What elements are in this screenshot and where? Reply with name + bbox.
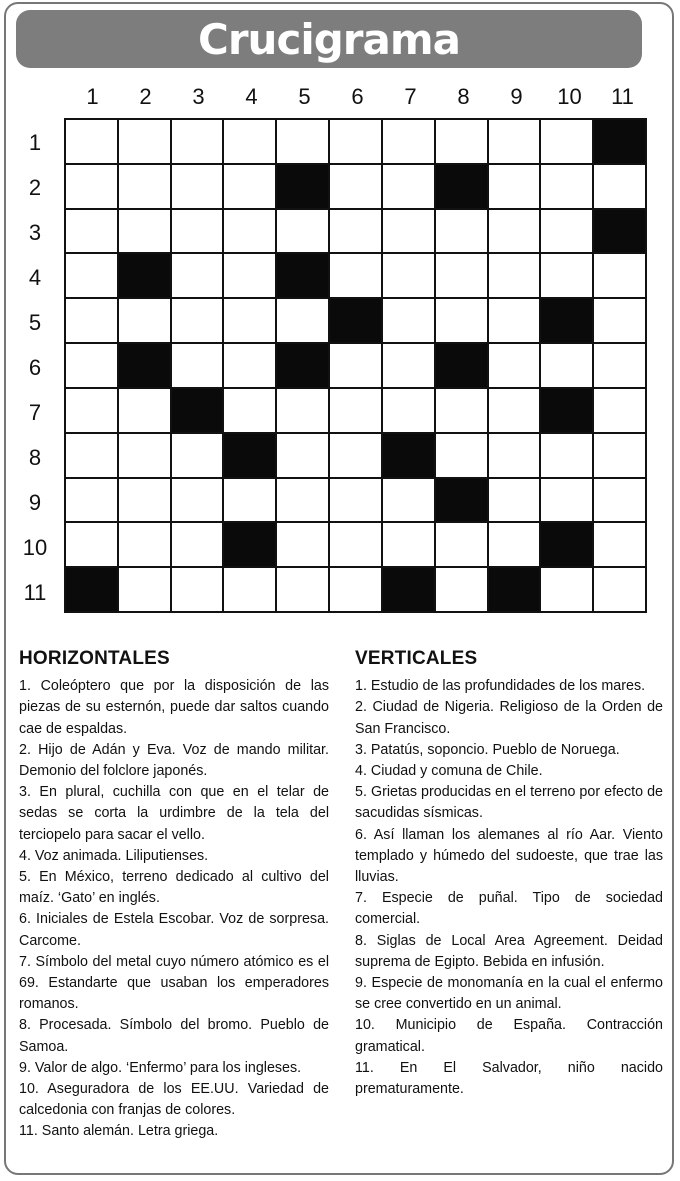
crossword-cell[interactable] bbox=[172, 120, 223, 163]
crossword-cell[interactable] bbox=[119, 299, 170, 342]
clue-item: 1. Estudio de las profundidades de los mares. bbox=[355, 678, 646, 695]
black-cell bbox=[436, 479, 487, 522]
crossword-cell[interactable] bbox=[224, 479, 275, 522]
crossword-cell[interactable] bbox=[489, 389, 540, 432]
clue-item: 10. Municipio de España. Contracción gramatical. bbox=[355, 1017, 663, 1055]
column-number: 10 bbox=[557, 84, 582, 109]
row-number: 10 bbox=[22, 535, 48, 560]
crossword-cell[interactable] bbox=[594, 523, 645, 566]
crossword-cell[interactable] bbox=[383, 299, 434, 342]
crossword-cell[interactable] bbox=[489, 120, 540, 163]
column-number: 4 bbox=[245, 84, 258, 109]
clue-item: 11. En El Salvador, niño nacido prematuramente. bbox=[355, 1059, 663, 1098]
crossword-cell[interactable] bbox=[330, 120, 381, 163]
clue-item: 3. En plural, cuchilla con que en el telar de sedas se corta la urdimbre de la tela del terciopelo para sacar el vello. bbox=[19, 784, 329, 843]
crossword-cell[interactable] bbox=[541, 120, 592, 163]
crossword-cell[interactable] bbox=[489, 210, 540, 253]
crossword-cell[interactable] bbox=[436, 389, 487, 432]
row-number: 9 bbox=[28, 490, 42, 515]
row-number: 3 bbox=[28, 220, 42, 245]
crossword-cell[interactable] bbox=[224, 389, 275, 432]
row-number: 11 bbox=[23, 580, 47, 605]
crossword-cell[interactable] bbox=[330, 434, 381, 477]
crossword-cell[interactable] bbox=[489, 434, 540, 477]
clue-item: 2. Ciudad de Nigeria. Religioso de la Orden de San Francisco. bbox=[355, 699, 663, 737]
crossword-cell[interactable] bbox=[489, 479, 540, 522]
horizontal-clue-list bbox=[19, 676, 329, 1142]
crossword-cell[interactable] bbox=[66, 165, 117, 208]
row-number: 1 bbox=[28, 130, 42, 155]
crossword-cell[interactable] bbox=[66, 479, 117, 522]
crossword-cell[interactable] bbox=[224, 299, 275, 342]
crossword-cell[interactable] bbox=[436, 299, 487, 342]
crossword-cell[interactable] bbox=[66, 210, 117, 253]
clue-item: 8. Procesada. Símbolo del bromo. Pueblo de Samoa. bbox=[19, 1017, 329, 1055]
crossword-cell[interactable] bbox=[541, 568, 592, 611]
clue-item: 5. Grietas producidas en el terreno por efecto de sacudidas sísmicas. bbox=[355, 784, 663, 822]
crossword-cell[interactable] bbox=[224, 568, 275, 611]
clue-item: 6. Así llaman los alemanes al río Aar. Viento templado y húmedo del sudoeste, que trae las lluvias. bbox=[355, 826, 663, 886]
crossword-cell[interactable] bbox=[119, 389, 170, 432]
crossword-cell[interactable] bbox=[224, 210, 275, 253]
crossword-cell[interactable] bbox=[489, 523, 540, 566]
column-number: 7 bbox=[404, 84, 417, 109]
clue-item: 8. Siglas de Local Area Agreement. Deidad suprema de Egipto. Bebida en infusión. bbox=[355, 932, 663, 970]
clue-item: 4. Ciudad y comuna de Chile. bbox=[355, 763, 543, 780]
black-cell bbox=[594, 120, 645, 163]
crossword-cell[interactable] bbox=[436, 254, 487, 297]
black-cell bbox=[66, 568, 117, 611]
row-number: 6 bbox=[28, 355, 42, 380]
black-cell bbox=[172, 389, 223, 432]
row-number: 2 bbox=[28, 175, 42, 200]
crossword-cell[interactable] bbox=[383, 254, 434, 297]
black-cell bbox=[594, 210, 645, 253]
crossword-cell[interactable] bbox=[541, 254, 592, 297]
black-cell bbox=[119, 344, 170, 387]
clue-item: 6. Iniciales de Estela Escobar. Voz de sorpresa. Carcome. bbox=[19, 911, 329, 949]
black-cell bbox=[277, 254, 328, 297]
crossword-cell[interactable] bbox=[594, 344, 645, 387]
crossword-cell[interactable] bbox=[224, 165, 275, 208]
black-cell bbox=[224, 434, 275, 477]
crossword-cell[interactable] bbox=[541, 479, 592, 522]
crossword-cell[interactable] bbox=[277, 434, 328, 477]
crossword-cell[interactable] bbox=[594, 299, 645, 342]
crossword-cell[interactable] bbox=[383, 165, 434, 208]
crossword-cell[interactable] bbox=[436, 434, 487, 477]
crossword-cell[interactable] bbox=[383, 389, 434, 432]
crossword-cell[interactable] bbox=[330, 254, 381, 297]
column-number: 8 bbox=[457, 84, 470, 109]
black-cell bbox=[489, 568, 540, 611]
horizontal-clues bbox=[19, 648, 329, 1143]
column-number: 5 bbox=[298, 84, 311, 109]
crossword-cell[interactable] bbox=[541, 344, 592, 387]
crossword-cell[interactable] bbox=[119, 479, 170, 522]
clue-item: 7. Especie de puñal. Tipo de sociedad comercial. bbox=[355, 890, 663, 928]
crossword-cell[interactable] bbox=[172, 254, 223, 297]
crossword-cell[interactable] bbox=[541, 165, 592, 208]
vertical-clue-list bbox=[355, 676, 663, 1100]
crossword-cell[interactable] bbox=[224, 344, 275, 387]
crossword-grid bbox=[64, 118, 647, 613]
crossword-cell[interactable] bbox=[330, 210, 381, 253]
crossword-cell[interactable] bbox=[66, 120, 117, 163]
crossword-cell[interactable] bbox=[172, 434, 223, 477]
crossword-cell[interactable] bbox=[330, 479, 381, 522]
clue-item: 3. Patatús, soponcio. Pueblo de Noruega. bbox=[355, 741, 620, 758]
crossword-cell[interactable] bbox=[489, 254, 540, 297]
crossword-cell[interactable] bbox=[119, 120, 170, 163]
title-banner bbox=[16, 10, 642, 68]
row-number: 8 bbox=[28, 445, 42, 470]
crossword-cell[interactable] bbox=[119, 210, 170, 253]
crossword-cell[interactable] bbox=[594, 389, 645, 432]
crossword-cell[interactable] bbox=[541, 434, 592, 477]
row-number: 4 bbox=[28, 265, 42, 290]
crossword-cell[interactable] bbox=[66, 389, 117, 432]
crossword-cell[interactable] bbox=[383, 479, 434, 522]
crossword-cell[interactable] bbox=[383, 344, 434, 387]
crossword-cell[interactable] bbox=[277, 210, 328, 253]
crossword-cell[interactable] bbox=[172, 299, 223, 342]
crossword-cell[interactable] bbox=[489, 165, 540, 208]
clue-item: 5. En México, terreno dedicado al cultivo del maíz. ‘Gato’ en inglés. bbox=[19, 869, 329, 907]
black-cell bbox=[224, 523, 275, 566]
crossword-cell[interactable] bbox=[66, 299, 117, 342]
crossword-cell[interactable] bbox=[594, 568, 645, 611]
black-cell bbox=[330, 299, 381, 342]
crossword-cell[interactable] bbox=[489, 344, 540, 387]
black-cell bbox=[383, 434, 434, 477]
crossword-cell[interactable] bbox=[330, 523, 381, 566]
clue-item: 9. Valor de algo. ‘Enfermo’ para los ingleses. bbox=[19, 1059, 302, 1076]
crossword-cell[interactable] bbox=[277, 568, 328, 611]
crossword-cell[interactable] bbox=[172, 523, 223, 566]
crossword-cell[interactable] bbox=[436, 120, 487, 163]
crossword-cell[interactable] bbox=[330, 568, 381, 611]
clue-item: 11. Santo alemán. Letra griega. bbox=[19, 1123, 219, 1140]
row-number: 7 bbox=[28, 400, 42, 425]
black-cell bbox=[119, 254, 170, 297]
black-cell bbox=[541, 523, 592, 566]
column-number: 9 bbox=[510, 84, 523, 109]
page-title: Crucigrama bbox=[198, 14, 460, 64]
crossword-cell[interactable] bbox=[66, 434, 117, 477]
crossword-cell[interactable] bbox=[224, 254, 275, 297]
crossword-cell[interactable] bbox=[277, 479, 328, 522]
crossword-cell[interactable] bbox=[277, 389, 328, 432]
crossword-cell[interactable] bbox=[172, 568, 223, 611]
crossword-cell[interactable] bbox=[330, 165, 381, 208]
column-number: 11 bbox=[611, 84, 634, 109]
crossword-cell[interactable] bbox=[172, 344, 223, 387]
crossword-cell[interactable] bbox=[119, 434, 170, 477]
crossword-cell[interactable] bbox=[330, 344, 381, 387]
crossword-cell[interactable] bbox=[172, 165, 223, 208]
crossword-cell[interactable] bbox=[594, 434, 645, 477]
crossword-cell[interactable] bbox=[66, 523, 117, 566]
black-cell bbox=[541, 389, 592, 432]
crossword-cell[interactable] bbox=[330, 389, 381, 432]
crossword-cell[interactable] bbox=[277, 523, 328, 566]
crossword-cell[interactable] bbox=[224, 120, 275, 163]
crossword-cell[interactable] bbox=[277, 299, 328, 342]
crossword-cell[interactable] bbox=[383, 210, 434, 253]
black-cell bbox=[277, 344, 328, 387]
clue-item: 9. Especie de monomanía en la cual el enfermo se cree convertido en un animal. bbox=[355, 975, 663, 1013]
black-cell bbox=[277, 165, 328, 208]
black-cell bbox=[383, 568, 434, 611]
crossword-cell[interactable] bbox=[383, 120, 434, 163]
crossword-cell[interactable] bbox=[119, 568, 170, 611]
crossword-cell[interactable] bbox=[277, 120, 328, 163]
horizontal-heading: HORIZONTALES bbox=[19, 648, 170, 669]
clue-item: 2. Hijo de Adán y Eva. Voz de mando militar. Demonio del folclore japonés. bbox=[19, 741, 329, 780]
crossword-cell[interactable] bbox=[172, 210, 223, 253]
crossword-cell[interactable] bbox=[594, 254, 645, 297]
clue-item: 1. Coleóptero que por la disposición de las piezas de su esternón, puede dar saltos cuando cae de espaldas. bbox=[19, 678, 329, 737]
clue-item: 7. Símbolo del metal cuyo número atómico es el 69. Estandarte que usaban los emperadores romanos. bbox=[19, 953, 329, 1013]
crossword-cell[interactable] bbox=[119, 523, 170, 566]
column-number: 1 bbox=[86, 84, 99, 109]
clue-item: 4. Voz animada. Liliputienses. bbox=[19, 847, 209, 864]
row-number: 5 bbox=[28, 310, 42, 335]
clue-item: 10. Aseguradora de los EE.UU. Variedad de calcedonia con franjas de colores. bbox=[19, 1081, 329, 1119]
crossword-cell[interactable] bbox=[66, 344, 117, 387]
vertical-clues bbox=[355, 648, 663, 1100]
crossword-cell[interactable] bbox=[594, 479, 645, 522]
crossword-cell[interactable] bbox=[436, 568, 487, 611]
crossword-cell[interactable] bbox=[436, 210, 487, 253]
black-cell bbox=[436, 165, 487, 208]
crossword-cell[interactable] bbox=[172, 479, 223, 522]
black-cell bbox=[541, 299, 592, 342]
column-number: 6 bbox=[351, 84, 364, 109]
crossword-cell[interactable] bbox=[119, 165, 170, 208]
column-number: 2 bbox=[139, 84, 152, 109]
crossword-cell[interactable] bbox=[541, 210, 592, 253]
black-cell bbox=[436, 344, 487, 387]
crossword-cell[interactable] bbox=[594, 165, 645, 208]
crossword-cell[interactable] bbox=[66, 254, 117, 297]
crossword-cell[interactable] bbox=[489, 299, 540, 342]
vertical-heading: VERTICALES bbox=[355, 648, 478, 669]
crossword-cell[interactable] bbox=[436, 523, 487, 566]
column-number: 3 bbox=[192, 84, 205, 109]
crossword-cell[interactable] bbox=[383, 523, 434, 566]
